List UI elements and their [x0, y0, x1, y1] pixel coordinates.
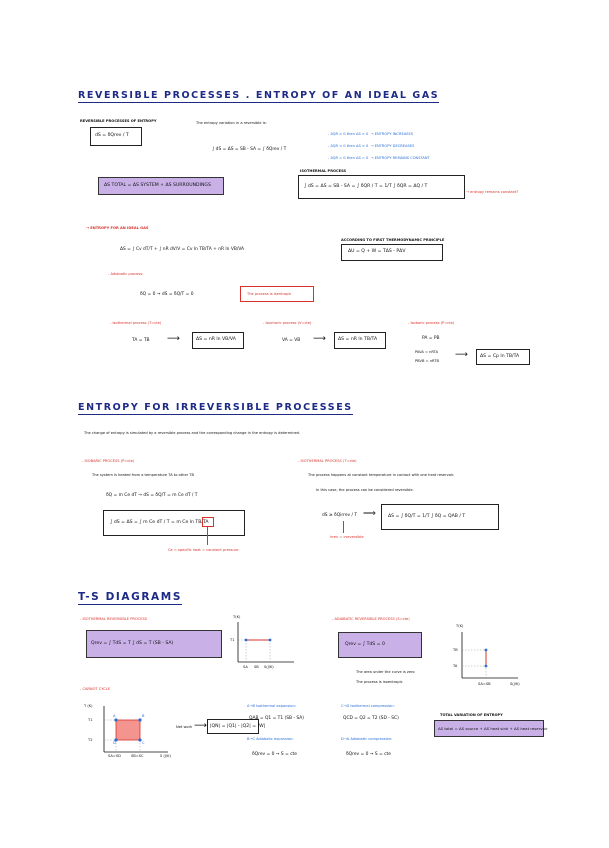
gas-isobaric-l1: PAVA = nRTA — [415, 350, 439, 354]
total-variation-label: TOTAL VARIATION OF ENTROPY — [440, 713, 503, 717]
section-title-ts: T-S DIAGRAMS — [78, 591, 182, 603]
ab-label: A→B Isothermal expansion: — [247, 704, 296, 708]
graph1-sa: SA — [243, 665, 248, 669]
reversible-label: REVERSIBLE PROCESSES OF ENTROPY — [80, 119, 157, 123]
irr-isobaric-f1: δQ = m Ce dT → dS = δQ/T = m Ce dT / T — [106, 493, 198, 498]
irr-isobaric-formula: ∫ dS = ΔS = ∫ m Ce dT / T = m Ce ln TB/TA — [110, 520, 209, 525]
gas-isothermal-label: - Isothermal process (T=cte) — [110, 321, 162, 325]
adiabatic-note2: The process is isoentropic — [356, 680, 403, 684]
graph3-sb: SB=SC — [131, 754, 144, 758]
graph2-x-label: S(J/K) — [510, 682, 520, 686]
arrow-icon: ⟶ — [167, 334, 180, 344]
ts-isothermal-formula: Qrev = ∫ TdS = T ∫ dS = T (SB - SA) — [91, 641, 174, 646]
ab-formula: QAB = Q1 = T1 (SB - SA) — [249, 716, 305, 721]
first-law-label: ACCORDING TO FIRST THERMODYNAMIC PRINCIPLE — [341, 238, 445, 242]
ts-adiabatic-label: - ADIABATIC REVERSIBLE PROCESS (S=cte) — [332, 617, 410, 621]
isothermal-entropy-formula: ∫ dS = ΔS = SB - SA = ∫ δQR / T = 1/T ∫ δQR = ΔQ / T — [304, 184, 428, 189]
irr-isothermal-label: - ISOTHERMAL PROCESS (T=cte) — [298, 459, 357, 463]
bc-formula: δQrev = 0 → S = cte — [252, 752, 297, 757]
irr-isobaric-text: The system is heated from a temperature TA to other TB — [92, 473, 194, 477]
arrow-icon: ⟶ — [455, 350, 468, 360]
carnot-cycle-area — [116, 720, 140, 740]
total-entropy-box — [98, 177, 224, 195]
irr-isothermal-formula: ΔS = ∫ δQ/T = 1/T ∫ δQ = QAB / T — [388, 514, 466, 519]
section-title-irreversible: ENTROPY FOR IRREVERSIBLE PROCESSES — [78, 402, 353, 413]
da-formula: δQrev = 0 → S = cte — [346, 752, 391, 757]
ts-adiabatic-box — [338, 632, 422, 658]
irrev-note: irrev = irreversible — [330, 535, 364, 539]
graph3-d: D — [113, 741, 116, 745]
graph2-ta: TA — [453, 664, 458, 668]
arrow-icon: ⟹ — [363, 509, 376, 519]
irr-isobaric-box — [103, 510, 245, 536]
isothermal-note: → entropy remains constant? — [466, 190, 519, 194]
point-a — [245, 639, 248, 642]
graph3-a: A — [113, 714, 116, 718]
gas-isochoric-result: ΔS = nR ln TB/TA — [338, 337, 378, 342]
graph2-tb: TB — [453, 648, 458, 652]
graph3-t2: T2 — [88, 738, 93, 742]
entropy-definition-box — [90, 127, 142, 146]
adiabatic-note1: The area under the curve is zero — [356, 670, 415, 674]
irr-isobaric-label: - ISOBARIC PROCESS (P=cte) — [82, 459, 135, 463]
gas-isochoric-result-box — [334, 332, 386, 349]
point-b — [485, 649, 488, 652]
graph3-sa: SA=SD — [108, 754, 121, 758]
carnot-label: - CARNOT CYCLE — [80, 687, 110, 691]
graph3-t1: T1 — [88, 718, 93, 722]
isentropic-note-box — [240, 286, 314, 302]
gas-isothermal-result: ΔS = nR ln VB/VA — [196, 337, 236, 342]
graph3-b: B — [142, 714, 145, 718]
total-variation-box — [434, 720, 548, 737]
point-b — [269, 639, 272, 642]
irr-isothermal-text2: In this case, the process can be considered reversible. — [316, 488, 414, 492]
variation-text: The entropy variation in a reversible is: — [196, 121, 267, 125]
adiabatic-formula: δQ = 0 → dS = δQ/T = 0 — [140, 292, 194, 297]
net-work-label: Net work — [176, 725, 193, 729]
irr-isothermal-text1: The process happens at constant temperature in contact with one heat reservoir. — [308, 473, 455, 477]
da-label: D→A Adiabatic compression: — [341, 737, 393, 741]
irr-isothermal-f1: dS ≥ δQirrev / T — [322, 513, 358, 518]
graph2-s: SA=SB — [478, 682, 491, 686]
graph1-x-label: S(J/K) — [264, 665, 274, 669]
point-a — [485, 665, 488, 668]
ce-note: Ce = specific heat = constant pressure — [168, 548, 239, 552]
graph2-y-label: T(K) — [456, 624, 464, 628]
adiabatic-ts-graph — [452, 628, 524, 686]
total-entropy-formula: ΔS TOTAL = ΔS SYSTEM + ΔS SURROUNDINGS — [104, 183, 211, 188]
point-b — [138, 718, 141, 721]
graph1-t1: T1 — [230, 638, 235, 642]
carnot-ts-graph — [92, 702, 172, 758]
ideal-gas-label: → ENTROPY FOR AN IDEAL GAS — [86, 226, 149, 230]
bc-label: B→C Adiabatic expansion: — [247, 737, 294, 741]
gas-isothermal-result-box — [192, 332, 244, 349]
cd-formula: QCD = Q2 = T2 (SD - SC) — [343, 716, 399, 721]
adiabatic-label: - Adiabatic process: — [108, 272, 144, 276]
gas-isobaric-result: ΔS = Cp ln TB/TA — [480, 354, 520, 359]
ce-highlight — [202, 517, 214, 527]
irreversible-intro: The change of entropy is simulated by a reversible process and the corresponding change in the entropy is determined. — [84, 431, 301, 435]
first-law-box — [341, 244, 443, 261]
gas-isobaric-result-box — [476, 349, 530, 365]
net-work-formula: |QN| = |Q1| - |Q2| = |W| — [210, 724, 266, 729]
total-variation-formula: ΔS total = ΔS source + ΔS heat sink + ΔS heat reservoir — [438, 726, 548, 731]
arrow-icon: ⟶ — [194, 721, 207, 731]
isothermal-label: ISOTHERMAL PROCESS — [300, 169, 347, 173]
isothermal-entropy-box — [298, 175, 465, 199]
ts-isothermal-box — [86, 630, 222, 658]
graph1-y-label: T(K) — [233, 615, 241, 619]
ideal-gas-formula: ΔS = ∫ Cv dT/T + ∫ nR dV/V = Cv ln TB/TA + nR ln VB/VA — [120, 247, 245, 252]
rule-2: - δQR < 0 then ΔS < 0 → ENTROPY DECREASES — [328, 144, 415, 148]
cd-label: C→D Isothermal compression: — [341, 704, 395, 708]
graph3-c: C — [142, 741, 145, 745]
section-title-reversible: REVERSIBLE PROCESSES . ENTROPY OF AN IDEAL GAS — [78, 90, 440, 101]
ts-adiabatic-formula: Qrev = ∫ TdS = 0 — [345, 642, 385, 647]
variation-formula: ∫ dS = ΔS = SB - SA = ∫ δQrev / T — [212, 147, 287, 152]
irr-isothermal-box — [381, 504, 499, 530]
entropy-definition-formula: dS = δQrev / T — [95, 133, 129, 138]
arrow-icon: ⟶ — [313, 334, 326, 344]
gas-isobaric-cond: PA = PB — [422, 336, 440, 341]
gas-isothermal-cond: TA = TB — [132, 338, 150, 343]
rule-1: - δQR > 0 then ΔS > 0 → ENTROPY INCREASES — [328, 132, 414, 136]
ce-pointer-line — [207, 526, 208, 545]
graph3-x-label: S (J/K) — [160, 754, 171, 758]
gas-isobaric-l2: PBVB = nRTB — [415, 359, 439, 363]
graph3-y-label: T (K) — [84, 704, 93, 708]
graph1-sb: SB — [254, 665, 259, 669]
point-a — [114, 718, 117, 721]
ts-isothermal-label: - ISOTHERMAL REVERSIBLE PROCESS — [80, 617, 148, 621]
first-law-formula: ΔU = Q + W = TΔS - PΔV — [348, 249, 406, 254]
gas-isochoric-label: - Isochoric process (V=cte) — [263, 321, 312, 325]
rule-3: - δQR = 0 then ΔS = 0 → ENTROPY REMAINS CONSTANT — [328, 156, 430, 160]
isentropic-note: The process is isentropic — [247, 292, 292, 296]
gas-isobaric-label: - Isobaric process (P=cte) — [408, 321, 455, 325]
gas-isochoric-cond: VA = VB — [282, 338, 301, 343]
irrev-pointer-line — [343, 521, 344, 533]
